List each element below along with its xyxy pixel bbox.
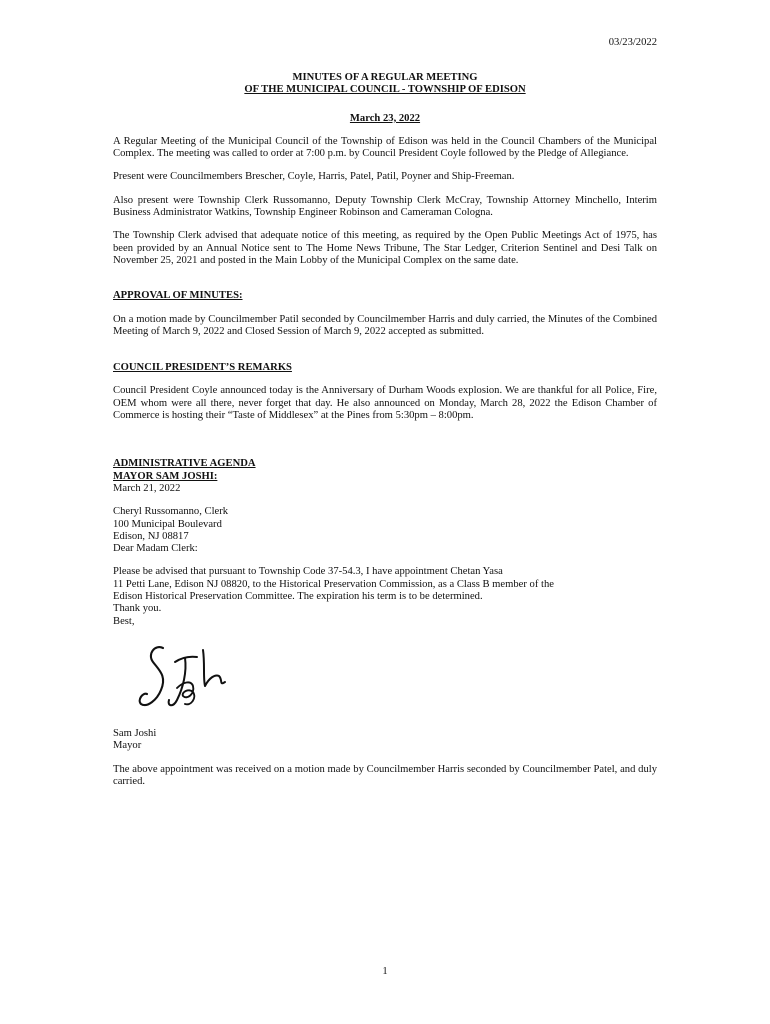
remarks-text: Council President Coyle announced today is the Anniversary of Durham Woods explosion. We are thankful for all Police, Fire, OEM whom were all there, never forget that day. He also announced on Monday, March 28, 2022 the Edison Chamber of Commerce is hosting their “Taste of Middlesex” at the Pines from 5:30pm – 8:00pm. <box>113 385 657 422</box>
address-line: 100 Municipal Boulevard <box>113 518 222 530</box>
appointment-motion-text: The above appointment was received on a motion made by Councilmember Harris seconded by Councilmember Patel, and duly carried. <box>113 763 657 787</box>
page-number: 1 <box>382 966 388 977</box>
intro-paragraph-call-to-order: A Regular Meeting of the Municipal Council of the Township of Edison was held in the Council Chambers of the Municipal Complex. The meeting was called to order at 7:00 p.m. by Council President Coyle followed by the Pledge of Allegiance. <box>113 135 657 160</box>
letter-thanks: Thank you. <box>113 603 162 615</box>
letter-closing: Best, <box>113 615 135 627</box>
letter-salutation: Dear Madam Clerk: <box>113 543 198 555</box>
mayor-heading: MAYOR SAM JOSHI: <box>113 470 218 482</box>
letter-address <box>113 506 657 543</box>
letter-body-line: 11 Petti Lane, Edison NJ 08820, to the Historical Preservation Commission, as a Class B member of the <box>113 578 554 590</box>
approval-heading: APPROVAL OF MINUTES: <box>113 290 243 302</box>
letter-body-line: Please be advised that pursuant to Township Code 37-54.3, I have appointment Chetan Yasa <box>113 566 503 578</box>
approval-text: On a motion made by Councilmember Patil seconded by Councilmember Harris and duly carried, the Minutes of the Combined Meeting of March 9, 2022 and Closed Session of March 9, 2022 accepted as submitted. <box>113 313 657 337</box>
intro-paragraph-present: Present were Councilmembers Brescher, Coyle, Harris, Patel, Patil, Poyner and Ship-Freeman. <box>113 171 515 183</box>
document-title-line2: OF THE MUNICIPAL COUNCIL - TOWNSHIP OF EDISON <box>244 84 526 96</box>
header-date: 03/23/2022 <box>608 37 657 48</box>
letter-body-line: Edison Historical Preservation Committee. The expiration his term is to be determined. <box>113 591 483 603</box>
intro-paragraph-also-present: Also present were Township Clerk Russomanno, Deputy Township Clerk McCray, Township Attorney Minchello, Interim Business Administrator Watkins, Township Engineer Robinson and Cameraman Cologna. <box>113 194 657 219</box>
signature-block <box>113 728 657 753</box>
meeting-date: March 23, 2022 <box>349 112 421 124</box>
admin-agenda-heading: ADMINISTRATIVE AGENDA <box>113 458 256 470</box>
address-line: Cheryl Russomanno, Clerk <box>113 506 229 518</box>
intro-paragraph-notice: The Township Clerk advised that adequate notice of this meeting, as required by the Open Public Meetings Act of 1975, has been provided by an Annual Notice sent to The Home News Tribune, The Star Ledger, Criterion Sentinel and Desi Talk on November 25, 2021 and posted in the Main Lobby of the Municipal Complex on the same date. <box>113 230 657 266</box>
remarks-heading: COUNCIL PRESIDENT’S REMARKS <box>113 362 292 374</box>
document-title-line1: MINUTES OF A REGULAR MEETING <box>292 72 478 83</box>
signer-title: Mayor <box>113 740 142 752</box>
letter-body <box>113 566 657 603</box>
signer-name: Sam Joshi <box>113 727 157 739</box>
signature-image <box>125 642 235 714</box>
address-line: Edison, NJ 08817 <box>113 530 189 542</box>
letter-date: March 21, 2022 <box>113 482 181 494</box>
document-body <box>113 72 657 788</box>
